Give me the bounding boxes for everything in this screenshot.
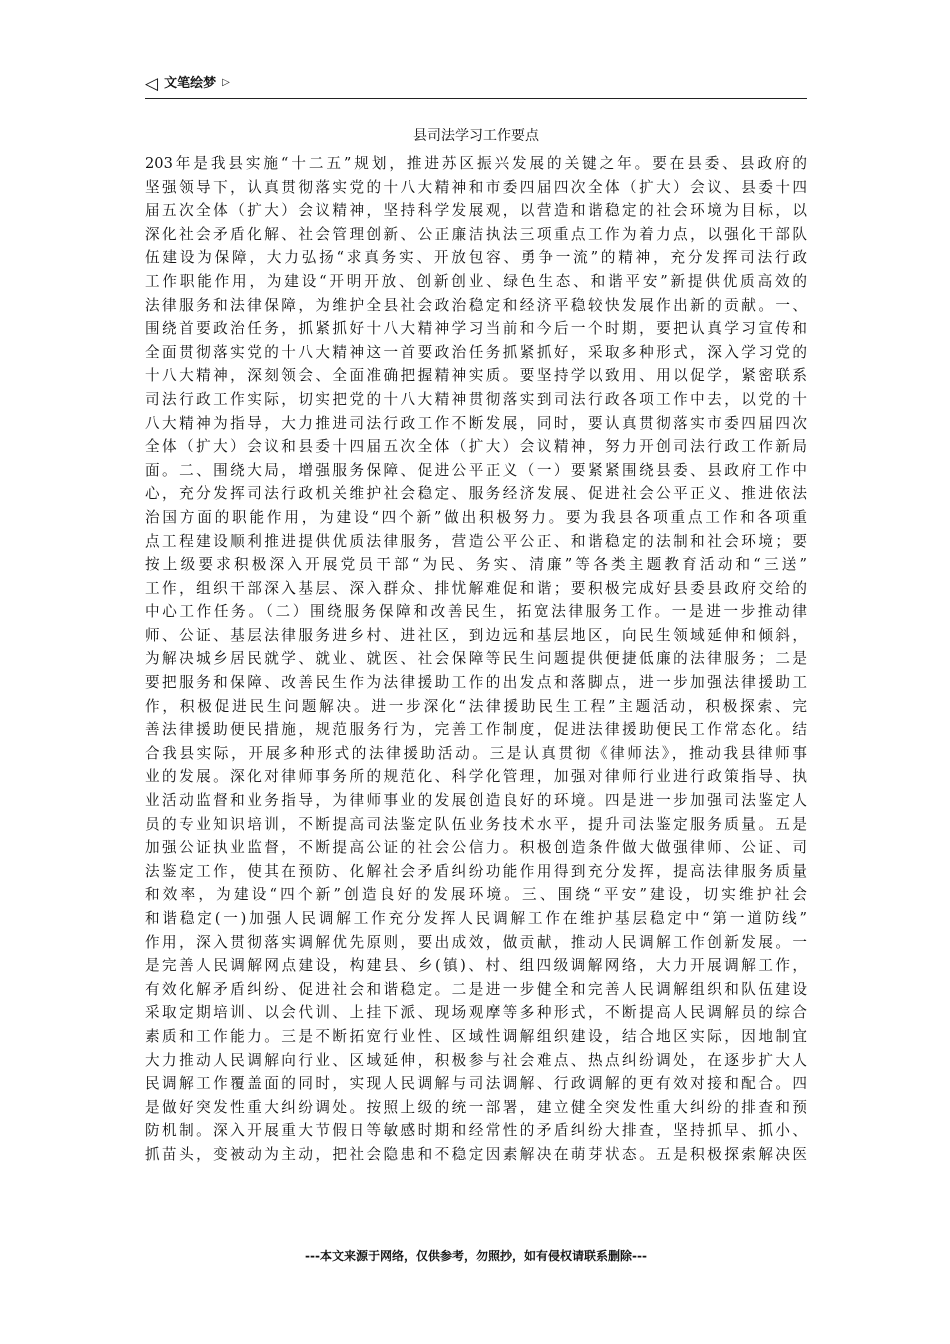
body-line: 善法律援助便民措施，规范服务行为，完善工作制度，促进法律援助便民工作常态化。结: [145, 721, 807, 739]
document-title: 县司法学习工作要点: [413, 128, 539, 144]
brand: [145, 75, 230, 92]
body-line: 和效率，为建设“四个新”创造良好的发展环境。三、围绕“平安”建设，切实维护社会: [145, 886, 807, 904]
body-line: 有效化解矛盾纠纷、促进社会和谐稳定。二是进一步健全和完善人民调解组织和队伍建设: [145, 980, 807, 998]
body-line: 要把服务和保障、改善民生作为法律援助工作的出发点和落脚点，进一步加强法律援助工: [145, 674, 807, 692]
body-line: 届五次全体（扩大）会议精神，坚持科学发展观，以营造和谐稳定的社会环境为目标，以: [145, 202, 807, 220]
body-line: 全面贯彻落实党的十八大精神这一首要政治任务抓紧抓好，采取多种形式，深入学习党的: [145, 343, 807, 361]
body-line: 师、公证、基层法律服务进乡村、进社区，到边远和基层地区，向民生领域延伸和倾斜，: [145, 626, 807, 644]
body-line: 司法行政工作实际，切实把党的十八大精神贯彻落实到司法行政各项工作中去，以党的十: [145, 390, 807, 408]
body-line: 按上级要求积极深入开展党员干部“为民、务实、清廉”等各类主题教育活动和“三送”: [145, 556, 807, 574]
body-line: 法律服务和法律保障，为维护全县社会政治稳定和经济平稳较快发展作出新的贡献。一、: [145, 296, 807, 314]
body-line: 203年是我县实施“十二五”规划，推进苏区振兴发展的关键之年。要在县委、县政府的: [145, 155, 807, 172]
body-line: 伍建设为保障，大力弘扬“求真务实、开放包容、勇争一流”的精神，充分发挥司法行政: [145, 249, 807, 267]
page-header: [145, 72, 807, 99]
body-line: 法鉴定工作，使其在预防、化解社会矛盾纠纷功能作用得到充分发挥，提高法律服务质量: [145, 862, 807, 880]
body-line: 和谐稳定(一)加强人民调解工作充分发挥人民调解工作在维护基层稳定中“第一道防线”: [145, 910, 807, 927]
body-line: 大力推动人民调解向行业、区域延伸，积极参与社会难点、热点纠纷调处，在逐步扩大人: [145, 1051, 807, 1069]
body-line: 点工程建设顺利推进提供优质法律服务，营造公平公正、和谐稳定的法制和社会环境；要: [145, 532, 807, 550]
body-line: 十八大精神，深刻领会、全面准确把握精神实质。要坚持学以致用、用以促学，紧密联系: [145, 367, 807, 385]
body-line: 作用，深入贯彻落实调解优先原则，要出成效，做贡献，推动人民调解工作创新发展。一: [145, 933, 807, 951]
triangle-right-icon: ▷: [222, 77, 230, 88]
body-line: 加强公证执业监督，不断提高公证的社会公信力。积极创造条件做大做强律师、公证、司: [145, 839, 807, 857]
body-line: 面。二、围绕大局，增强服务保障、促进公平正义（一）要紧紧围绕县委、县政府工作中: [145, 461, 807, 479]
body-line: 全体（扩大）会议和县委十四届五次全体（扩大）会议精神，努力开创司法行政工作新局: [145, 438, 807, 456]
body-line: 围绕首要政治任务，抓紧抓好十八大精神学习当前和今后一个时期，要把认真学习宣传和: [145, 320, 807, 338]
body-line: 防机制。深入开展重大节假日等敏感时期和经常性的矛盾纠纷大排查，坚持抓早、抓小、: [145, 1122, 807, 1140]
body-line: 员的专业知识培训，不断提高司法鉴定队伍业务技术水平，提升司法鉴定服务质量。五是: [145, 815, 807, 833]
body-line: 合我县实际，开展多种形式的法律援助活动。三是认真贯彻《律师法》，推动我县律师事: [145, 744, 807, 762]
triangle-left-icon: ◁: [145, 74, 159, 94]
body-line: 抓苗头，变被动为主动，把社会隐患和不稳定因素解决在萌芽状态。五是积极探索解决医: [145, 1145, 807, 1163]
body-line: 为解决城乡居民就学、就业、就医、社会保障等民生问题提供便捷低廉的法律服务；二是: [145, 650, 807, 668]
body-line: 素质和工作能力。三是不断拓宽行业性、区域性调解组织建设，结合地区实际，因地制宜: [145, 1027, 807, 1045]
body-line: 是完善人民调解网点建设，构建县、乡(镇)、村、组四级调解网络，大力开展调解工作，: [145, 957, 807, 975]
body-line: 采取定期培训、以会代训、上挂下派、现场观摩等多种形式，不断提高人民调解员的综合: [145, 1004, 807, 1022]
document-body: [145, 152, 807, 1167]
body-line: 是做好突发性重大纠纷调处。按照上级的统一部署，建立健全突发性重大纠纷的排查和预: [145, 1098, 807, 1116]
body-line: 业活动监督和业务指导，为律师事业的发展创造良好的环境。四是进一步加强司法鉴定人: [145, 792, 807, 810]
body-line: 作，积极促进民生问题解决。进一步深化“法律援助民生工程”主题活动，积极探索、完: [145, 697, 807, 715]
body-line: 工作，组织干部深入基层、深入群众、排忧解难促和谐；要积极完成好县委县政府交给的: [145, 579, 807, 597]
body-line: 坚强领导下，认真贯彻落实党的十八大精神和市委四届四次全体（扩大）会议、县委十四: [145, 178, 807, 196]
body-line: 心，充分发挥司法行政机关维护社会稳定、服务经济发展、促进社会公平正义、推进依法: [145, 485, 807, 503]
body-line: 八大精神为指导，大力推进司法行政工作不断发展，同时，要认真贯彻落实市委四届四次: [145, 414, 807, 432]
footer-disclaimer: ---本文来源于网络，仅供参考，勿照抄，如有侵权请联系删除---: [305, 1249, 647, 1263]
body-line: 治国方面的职能作用，为建设“四个新”做出积极努力。要为我县各项重点工作和各项重: [145, 508, 807, 526]
body-line: 业的发展。深化对律师事务所的规范化、科学化管理，加强对律师行业进行政策指导、执: [145, 768, 807, 786]
brand-text: 文笔绘梦: [164, 76, 217, 91]
body-line: 深化社会矛盾化解、社会管理创新、公正廉洁执法三项重点工作为着力点，以强化干部队: [145, 225, 807, 243]
body-line: 中心工作任务。（二）围绕服务保障和改善民生，拓宽法律服务工作。一是进一步推动律: [145, 603, 807, 621]
body-line: 工作职能作用，为建设“开明开放、创新创业、绿色生态、和谐平安”新提供优质高效的: [145, 272, 807, 290]
body-line: 民调解工作覆盖面的同时，实现人民调解与司法调解、行政调解的更有效对接和配合。四: [145, 1075, 807, 1093]
